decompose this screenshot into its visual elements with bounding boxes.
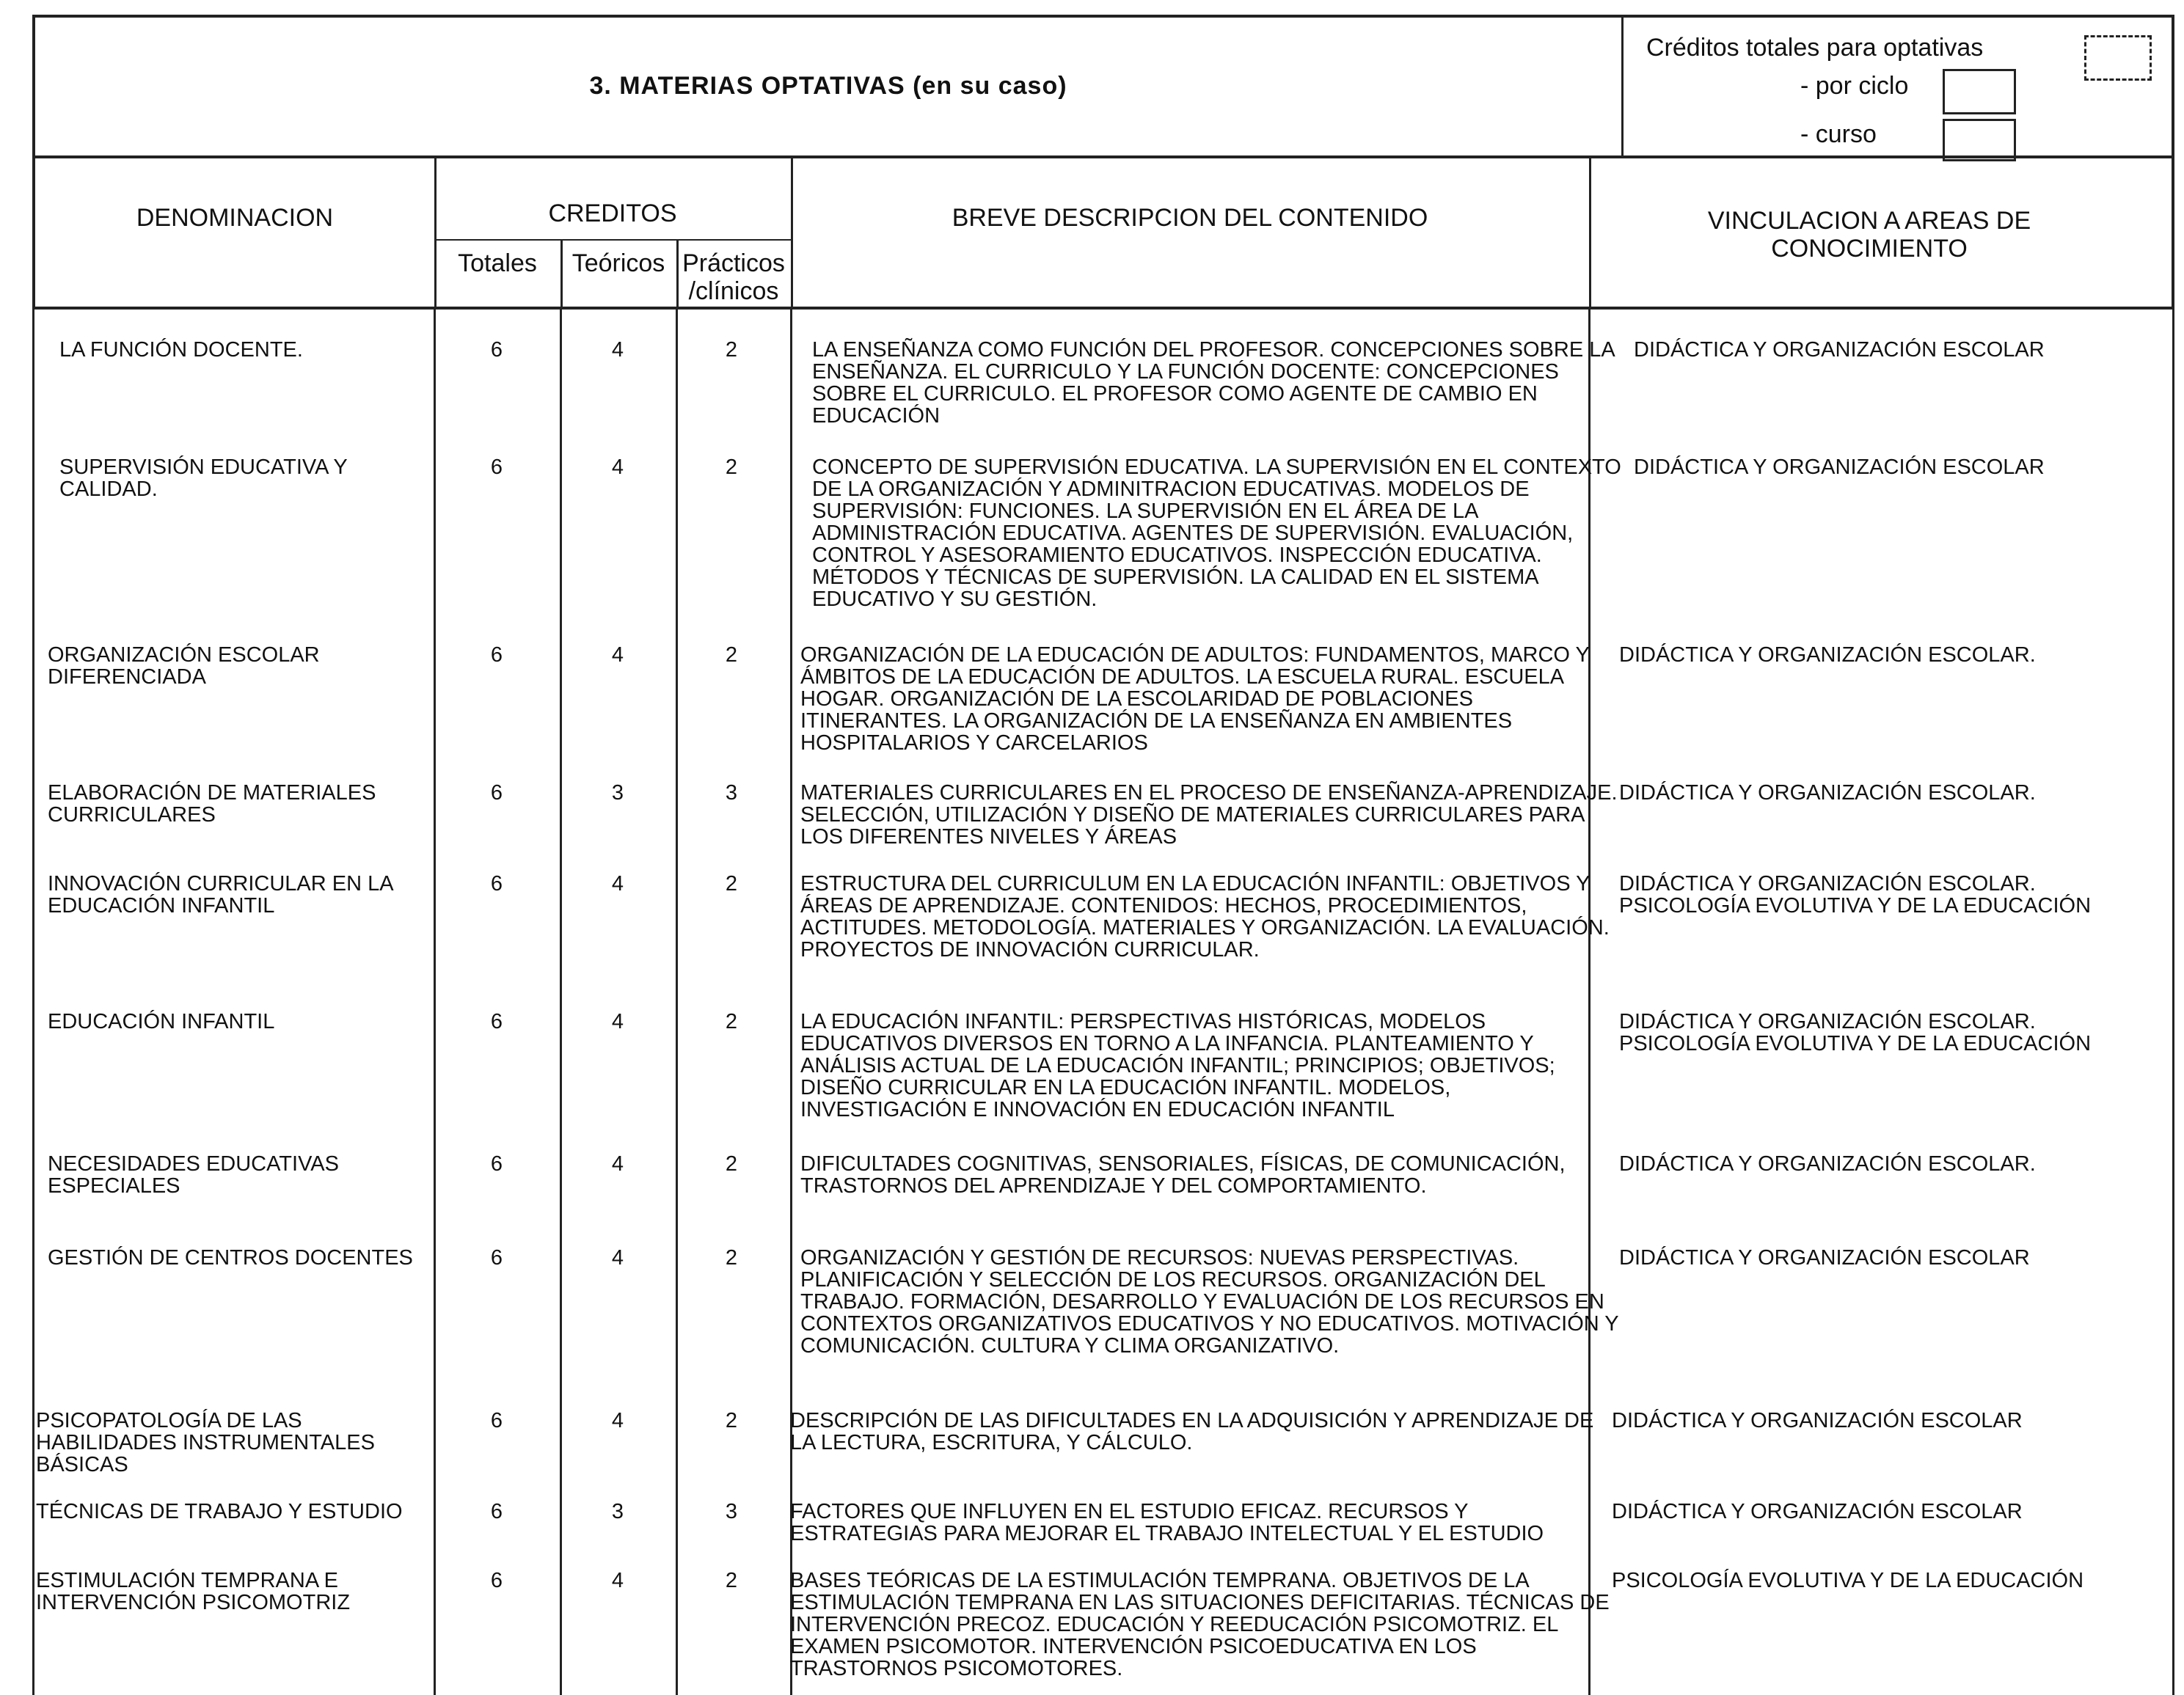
row-denominacion: ESTIMULACIÓN TEMPRANA E INTERVENCIÓN PSICOMOTRIZ: [36, 1569, 351, 1614]
row-descripcion: DESCRIPCIÓN DE LAS DIFICULTADES EN LA ADQUISICIÓN Y APRENDIZAJE DE LA LECTURA, ESCRITURA, Y CÁLCULO.: [790, 1409, 1594, 1454]
row-denominacion: SUPERVISIÓN EDUCATIVA Y CALIDAD.: [59, 455, 348, 501]
section-title: 3. MATERIAS OPTATIVAS (en su caso): [589, 72, 1067, 100]
row-denominacion: ELABORACIÓN DE MATERIALES CURRICULARES: [48, 781, 376, 827]
creditos-totales-label: Créditos totales para optativas: [1646, 34, 1984, 62]
row-descripcion: LA ENSEÑANZA COMO FUNCIÓN DEL PROFESOR. CONCEPCIONES SOBRE LA ENSEÑANZA. EL CURRICULO Y LA FUNCIÓN DOCENTE: CONCEPCIONES SOBRE EL CURRICULO. EL PROFESOR COMO AGENTE DE CAMBIO EN EDUCACIÓN: [812, 338, 1615, 428]
row-denominacion: EDUCACIÓN INFANTIL: [48, 1010, 275, 1033]
row-vinculacion: DIDÁCTICA Y ORGANIZACIÓN ESCOLAR: [1619, 1246, 2030, 1270]
row-descripcion: ESTRUCTURA DEL CURRICULUM EN LA EDUCACIÓN INFANTIL: OBJETIVOS Y ÁREAS DE APRENDIZAJE. CONTENIDOS: HECHOS, PROCEDIMIENTOS, ACTITUDES. METODOLOGÍA. MATERIALES Y ORGANIZACIÓN. LA EVALUACIÓN. PROYECTOS DE INNOVACIÓN CURRICULAR.: [800, 872, 1610, 962]
row-vinculacion: DIDÁCTICA Y ORGANIZACIÓN ESCOLAR.: [1619, 1152, 2036, 1176]
col-divider: [560, 310, 562, 1695]
row-teoricos: 4: [611, 338, 624, 362]
row-denominacion: PSICOPATOLOGÍA DE LAS HABILIDADES INSTRUMENTALES BÁSICAS: [36, 1409, 375, 1476]
row-practicos: 2: [725, 338, 738, 362]
row-practicos: 2: [725, 455, 738, 479]
row-practicos: 2: [725, 1246, 738, 1270]
curso-box[interactable]: [1943, 119, 2016, 161]
row-descripcion: ORGANIZACIÓN Y GESTIÓN DE RECURSOS: NUEVAS PERSPECTIVAS. PLANIFICACIÓN Y SELECCIÓN DE LOS RECURSOS. ORGANIZACIÓN DEL TRABAJO. FORMACIÓN, DESARROLLO Y EVALUACIÓN DE LOS RECURSOS EN CONTEXTOS ORGANIZATIVOS EDUCATIVOS Y NO EDUCATIVOS. MOTIVACIÓN Y COMUNICACIÓN. CULTURA Y CLIMA ORGANIZATIVO.: [800, 1246, 1619, 1358]
col-divider: [790, 310, 792, 1695]
row-descripcion: LA EDUCACIÓN INFANTIL: PERSPECTIVAS HISTÓRICAS, MODELOS EDUCATIVOS DIVERSOS EN TORNO A LA INFANCIA. PLANTEAMIENTO Y ANÁLISIS ACTUAL DE LA EDUCACIÓN INFANTIL; PRINCIPIOS; OBJETIVOS; DISEÑO CURRICULAR EN LA EDUCACIÓN INFANTIL. MODELOS, INVESTIGACIÓN E INNOVACIÓN EN EDUCACIÓN INFANTIL: [800, 1010, 1555, 1121]
row-teoricos: 4: [611, 1010, 624, 1033]
row-vinculacion: DIDÁCTICA Y ORGANIZACIÓN ESCOLAR.: [1619, 781, 2036, 805]
row-practicos: 2: [725, 1409, 738, 1432]
row-teoricos: 4: [611, 1246, 624, 1270]
row-totales: 6: [490, 1010, 503, 1033]
row-teoricos: 3: [611, 1500, 624, 1523]
row-teoricos: 3: [611, 781, 624, 805]
row-denominacion: NECESIDADES EDUCATIVAS ESPECIALES: [48, 1152, 339, 1198]
creditos-underline: [434, 239, 791, 241]
curso-label: - curso: [1800, 120, 1877, 148]
col-divider: [434, 310, 436, 1695]
row-vinculacion: DIDÁCTICA Y ORGANIZACIÓN ESCOLAR: [1612, 1500, 2023, 1523]
header-creditos: CREDITOS: [548, 199, 677, 227]
row-totales: 6: [490, 1246, 503, 1270]
row-practicos: 2: [725, 1569, 738, 1592]
row-vinculacion: DIDÁCTICA Y ORGANIZACIÓN ESCOLAR: [1634, 338, 2045, 362]
row-denominacion: ORGANIZACIÓN ESCOLAR DIFERENCIADA: [48, 643, 320, 689]
row-descripcion: DIFICULTADES COGNITIVAS, SENSORIALES, FÍSICAS, DE COMUNICACIÓN, TRASTORNOS DEL APRENDIZAJE Y DEL COMPORTAMIENTO.: [800, 1152, 1566, 1198]
row-descripcion: BASES TEÓRICAS DE LA ESTIMULACIÓN TEMPRANA. OBJETIVOS DE LA ESTIMULACIÓN TEMPRANA EN LAS SITUACIONES DEFICITARIAS. TÉCNICAS DE INTERVENCIÓN PRECOZ. EDUCACIÓN Y REEDUCACIÓN PSICOMOTRIZ. EL EXAMEN PSICOMOTOR. INTERVENCIÓN PSICOEDUCATIVA EN LOS TRASTORNOS PSICOMOTORES.: [790, 1569, 1610, 1680]
row-vinculacion: DIDÁCTICA Y ORGANIZACIÓN ESCOLAR.: [1619, 643, 2036, 667]
header-vinculacion: VINCULACION A AREAS DE CONOCIMIENTO: [1707, 207, 2031, 263]
section-header: [32, 15, 2174, 158]
row-totales: 6: [490, 455, 503, 479]
col-divider: [1589, 158, 1591, 307]
por-ciclo-box[interactable]: [1943, 69, 2016, 114]
row-teoricos: 4: [611, 455, 624, 479]
row-descripcion: CONCEPTO DE SUPERVISIÓN EDUCATIVA. LA SUPERVISIÓN EN EL CONTEXTO DE LA ORGANIZACIÓN Y ADMINITRACION EDUCATIVAS. MODELOS DE SUPERVISIÓN: FUNCIONES. LA SUPERVISIÓN EN EL ÁREA DE LA ADMINISTRACIÓN EDUCATIVA. AGENTES DE SUPERVISIÓN. EVALUACIÓN, CONTROL Y ASESORAMIENTO EDUCATIVOS. INSPECCIÓN EDUCATIVA. MÉTODOS Y TÉCNICAS DE SUPERVISIÓN. LA CALIDAD EN EL SISTEMA EDUCATIVO Y SU GESTIÓN.: [812, 455, 1621, 611]
row-denominacion: TÉCNICAS DE TRABAJO Y ESTUDIO: [36, 1500, 403, 1523]
row-vinculacion: DIDÁCTICA Y ORGANIZACIÓN ESCOLAR. PSICOLOGÍA EVOLUTIVA Y DE LA EDUCACIÓN: [1619, 872, 2092, 918]
row-vinculacion: PSICOLOGÍA EVOLUTIVA Y DE LA EDUCACIÓN: [1612, 1569, 2084, 1592]
col-divider: [676, 310, 678, 1695]
header-teoricos: Teóricos: [571, 249, 665, 277]
row-practicos: 2: [725, 1152, 738, 1176]
row-descripcion: MATERIALES CURRICULARES EN EL PROCESO DE ENSEÑANZA-APRENDIZAJE. SELECCIÓN, UTILIZACIÓN Y DISEÑO DE MATERIALES CURRICULARES PARA LOS DIFERENTES NIVELES Y ÁREAS: [800, 781, 1618, 849]
col-divider: [791, 158, 793, 307]
header-practicos: Prácticos /clínicos: [682, 249, 785, 305]
row-practicos: 3: [725, 781, 738, 805]
row-totales: 6: [490, 1152, 503, 1176]
row-denominacion: INNOVACIÓN CURRICULAR EN LA EDUCACIÓN INFANTIL: [48, 872, 392, 918]
row-practicos: 2: [725, 1010, 738, 1033]
row-totales: 6: [490, 1409, 503, 1432]
materias-table: [32, 310, 2174, 1695]
header-divider: [1621, 18, 1624, 155]
row-denominacion: LA FUNCIÓN DOCENTE.: [59, 338, 303, 362]
row-descripcion: FACTORES QUE INFLUYEN EN EL ESTUDIO EFICAZ. RECURSOS Y ESTRATEGIAS PARA MEJORAR EL TRABAJO INTELECTUAL Y EL ESTUDIO: [790, 1500, 1544, 1545]
row-totales: 6: [490, 643, 503, 667]
row-totales: 6: [490, 872, 503, 896]
row-teoricos: 4: [611, 872, 624, 896]
row-teoricos: 4: [611, 643, 624, 667]
row-totales: 6: [490, 1569, 503, 1592]
row-vinculacion: DIDÁCTICA Y ORGANIZACIÓN ESCOLAR. PSICOLOGÍA EVOLUTIVA Y DE LA EDUCACIÓN: [1619, 1010, 2092, 1055]
por-ciclo-label: - por ciclo: [1800, 72, 1909, 100]
header-denominacion: DENOMINACION: [136, 204, 334, 232]
row-descripcion: ORGANIZACIÓN DE LA EDUCACIÓN DE ADULTOS: FUNDAMENTOS, MARCO Y ÁMBITOS DE LA EDUCACIÓN DE ADULTOS. LA ESCUELA RURAL. ESCUELA HOGAR. ORGANIZACIÓN DE LA ESCOLARIDAD DE POBLACIONES ITINERANTES. LA ORGANIZACIÓN DE LA ENSEÑANZA EN AMBIENTES HOSPITALARIOS Y CARCELARIOS: [800, 643, 1590, 755]
row-teoricos: 4: [611, 1152, 624, 1176]
row-totales: 6: [490, 1500, 503, 1523]
header-descripcion: BREVE DESCRIPCION DEL CONTENIDO: [952, 204, 1428, 232]
row-vinculacion: DIDÁCTICA Y ORGANIZACIÓN ESCOLAR: [1612, 1409, 2023, 1432]
creditos-totales-box[interactable]: [2084, 35, 2152, 81]
row-vinculacion: DIDÁCTICA Y ORGANIZACIÓN ESCOLAR: [1634, 455, 2045, 479]
row-teoricos: 4: [611, 1569, 624, 1592]
row-denominacion: GESTIÓN DE CENTROS DOCENTES: [48, 1246, 413, 1270]
row-totales: 6: [490, 781, 503, 805]
row-practicos: 2: [725, 643, 738, 667]
row-practicos: 2: [725, 872, 738, 896]
col-divider: [434, 158, 437, 307]
row-teoricos: 4: [611, 1409, 624, 1432]
column-headers: [32, 158, 2174, 310]
header-totales: Totales: [458, 249, 537, 277]
row-practicos: 3: [725, 1500, 738, 1523]
row-totales: 6: [490, 338, 503, 362]
